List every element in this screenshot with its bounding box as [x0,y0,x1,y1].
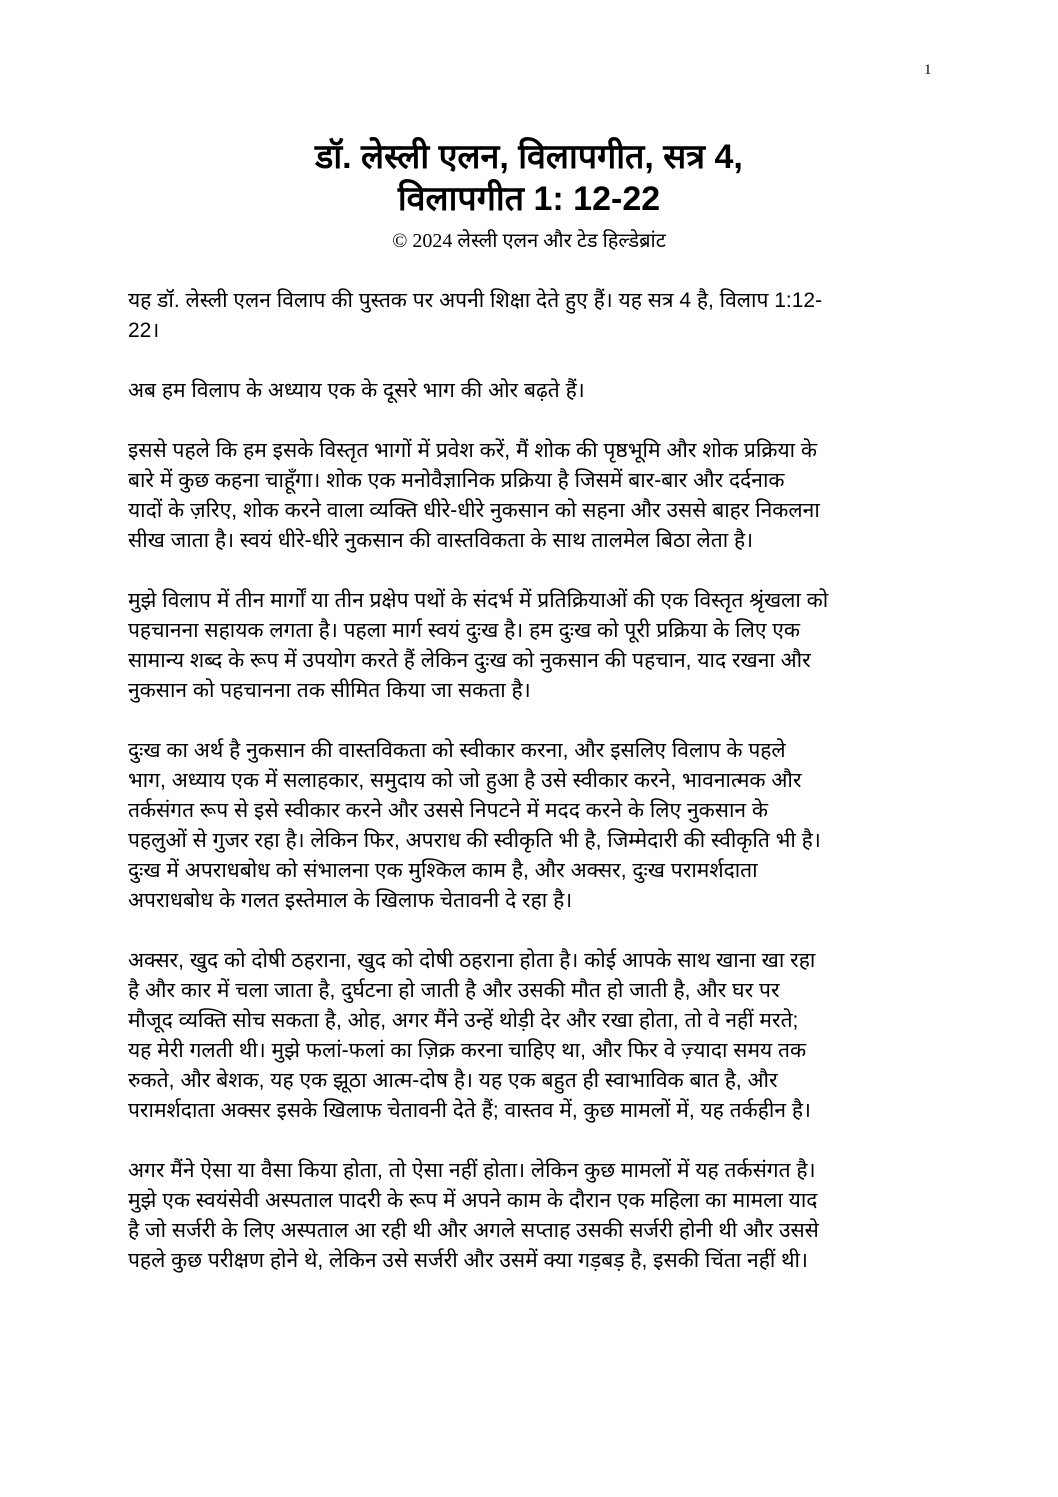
text-line: नुकसान को पहचानना तक सीमित किया जा सकता है। [128,679,531,702]
text-line: भाग, अध्याय एक में सलाहकार, समुदाय को जो हुआ है उसे स्वीकार करने, भावनात्मक और [128,769,802,792]
paragraph [128,436,948,556]
text-line: तर्कसंगत रूप से इसे स्वीकार करने और उससे निपटने में मदद करने के लिए नुकसान के [128,799,769,822]
paragraph [128,946,948,1126]
document-body [128,286,948,1306]
text-line: अपराधबोध के गलत इस्तेमाल के खिलाफ चेतावनी दे रहा है। [128,889,573,912]
text-line: पहलुओं से गुजर रहा है। लेकिन फिर, अपराध की स्वीकृति भी है, जिम्मेदारी की स्वीकृति भी है। [128,829,821,852]
title-line-1: डॉ. लेस्ली एलन, विलापगीत, सत्र 4, [315,138,743,176]
text-line: है और कार में चला जाता है, दुर्घटना हो जाती है और उसकी मौत हो जाती है, और घर पर [128,979,780,1002]
text-line: मौजूद व्यक्ति सोच सकता है, ओह, अगर मैंने उन्हें थोड़ी देर और रखा होता, तो वे नहीं मरते; [128,1009,799,1032]
text-line: दुःख में अपराधबोध को संभालना एक मुश्किल काम है, और अक्सर, दुःख परामर्शदाता [128,859,758,882]
text-line: पहचानना सहायक लगता है। पहला मार्ग स्वयं दुःख है। हम दुःख को पूरी प्रक्रिया के लिए एक [128,619,801,642]
text-line: यह डॉ. लेस्ली एलन विलाप की पुस्तक पर अपनी शिक्षा देते हुए हैं। यह सत्र 4 है, विलाप 1:12- [128,289,823,312]
paragraph [128,286,948,346]
text-line: परामर्शदाता अक्सर इसके खिलाफ चेतावनी देते हैं; वास्तव में, कुछ मामलों में, यह तर्कहीन है। [128,1099,811,1122]
document-title [0,136,1058,220]
text-line: बारे में कुछ कहना चाहूँगा। शोक एक मनोवैज्ञानिक प्रक्रिया है जिसमें बार-बार और दर्दनाक [128,469,785,492]
text-line: अगर मैंने ऐसा या वैसा किया होता, तो ऐसा नहीं होता। लेकिन कुछ मामलों में यह तर्कसंगत है। [128,1159,816,1182]
copyright-notice: © 2024 लेस्ली एलन और टेड हिल्डेब्रांट [392,230,666,252]
text-line: है जो सर्जरी के लिए अस्पताल आ रही थी और अगले सप्ताह उसकी सर्जरी होनी थी और उससे [128,1219,819,1242]
text-line: सामान्य शब्द के रूप में उपयोग करते हैं लेकिन दुःख को नुकसान की पहचान, याद रखना और [128,649,811,672]
text-line: इससे पहले कि हम इसके विस्तृत भागों में प्रवेश करें, मैं शोक की पृष्ठभूमि और शोक प्रक्रिया के [128,439,818,462]
text-line: 22। [128,319,160,342]
text-line: पहले कुछ परीक्षण होने थे, लेकिन उसे सर्जरी और उसमें क्या गड़बड़ है, इसकी चिंता नहीं थी। [128,1249,808,1272]
text-line: सीख जाता है। स्वयं धीरे-धीरे नुकसान की वास्तविकता के साथ तालमेल बिठा लेता है। [128,529,754,552]
paragraph [128,1156,948,1276]
page-number: 1 [924,62,932,78]
text-line: रुकते, और बेशक, यह एक झूठा आत्म-दोष है। यह एक बहुत ही स्वाभाविक बात है, और [128,1069,778,1092]
title-line-2: विलापगीत 1: 12-22 [397,180,661,218]
text-line: अक्सर, खुद को दोषी ठहराना, खुद को दोषी ठहराना होता है। कोई आपके साथ खाना खा रहा [128,949,816,972]
text-line: यह मेरी गलती थी। मुझे फलां-फलां का ज़िक्र करना चाहिए था, और फिर वे ज़्यादा समय तक [128,1039,807,1062]
text-line: यादों के ज़रिए, शोक करने वाला व्यक्ति धीरे-धीरे नुकसान को सहना और उससे बाहर निकलना [128,499,820,522]
text-line: मुझे विलाप में तीन मार्गों या तीन प्रक्षेप पथों के संदर्भ में प्रतिक्रियाओं की एक विस्तृत श्रृंखला को [128,589,829,612]
text-line: मुझे एक स्वयंसेवी अस्पताल पादरी के रूप में अपने काम के दौरान एक महिला का मामला याद [128,1189,818,1212]
text-line: दुःख का अर्थ है नुकसान की वास्तविकता को स्वीकार करना, और इसलिए विलाप के पहले [128,739,786,762]
paragraph [128,376,948,406]
text-line: अब हम विलाप के अध्याय एक के दूसरे भाग की ओर बढ़ते हैं। [128,379,585,402]
paragraph [128,586,948,706]
paragraph [128,736,948,916]
